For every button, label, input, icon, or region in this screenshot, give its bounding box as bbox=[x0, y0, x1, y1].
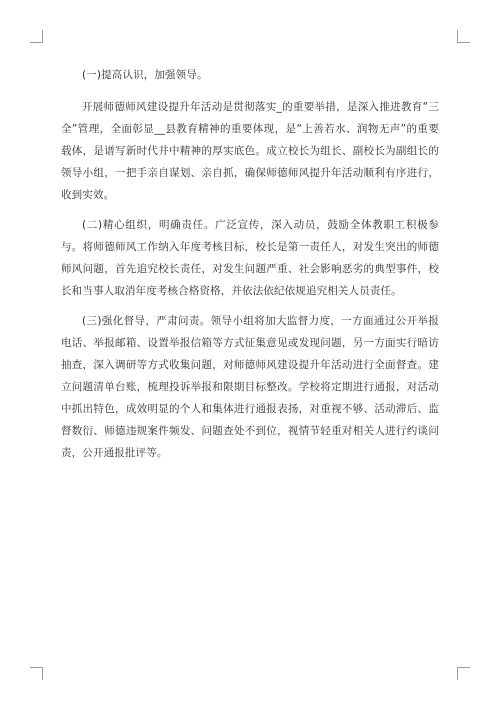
paragraph-supervision: (三)强化督导，严肃问责。领导小组将加大监督力度，一方面通过公开举报电话、举报邮箱、设置举报信箱等方式征集意见或发现问题，另一方面实行暗访抽查，深入调研等方式收集问题，对师德师风建设提升年活动进行全面督查。建立问题清单台账，梳理投诉举报和限期目标整改。学校将定期进行通报，对活动中抓出特色，成效明显的个人和集体进行通报表扬，对重视不够、活动滞后、监督数衍、师德违规案件频发、问题查处不到位，视情节轻重对相关人进行约谈问责，公开通报批评等。 bbox=[61, 315, 439, 459]
paragraph-leadership: 开展师德师风建设提升年活动是贯彻落实_的重要举措，是深入推进教育“三全”管理，全面彰显__县教育精神的重要体现，是“上善若水、润物无声”的重要载体，是谱写新时代井中精神的厚实底色。成立校长为组长、副校长为副组长的领导小组，一把手亲自谋划、亲自抓，确保师德师风提升年活动顺利有序进行，收到实效。 bbox=[61, 101, 439, 201]
crop-mark-bottom-left bbox=[30, 667, 43, 680]
section-heading-1: (一)提高认识，加强领导。 bbox=[82, 69, 208, 81]
paragraph-organization: (二)精心组织，明确责任。广泛宣传，深入动员，鼓励全体教职工积极参与。将师德师风工作纳入年度考核目标，校长是第一责任人，对发生突出的师德师风问题，首先追究校长责任，对发生问题严重、社会影响恶劣的典型事件，校长和当事人取消年度考核合格资格，并依法依纪依规追究相关人员责任。 bbox=[61, 219, 439, 297]
document-body bbox=[61, 64, 439, 472]
crop-mark-bottom-right bbox=[457, 667, 470, 680]
crop-mark-top-left bbox=[30, 30, 43, 43]
crop-mark-top-right bbox=[457, 30, 470, 43]
